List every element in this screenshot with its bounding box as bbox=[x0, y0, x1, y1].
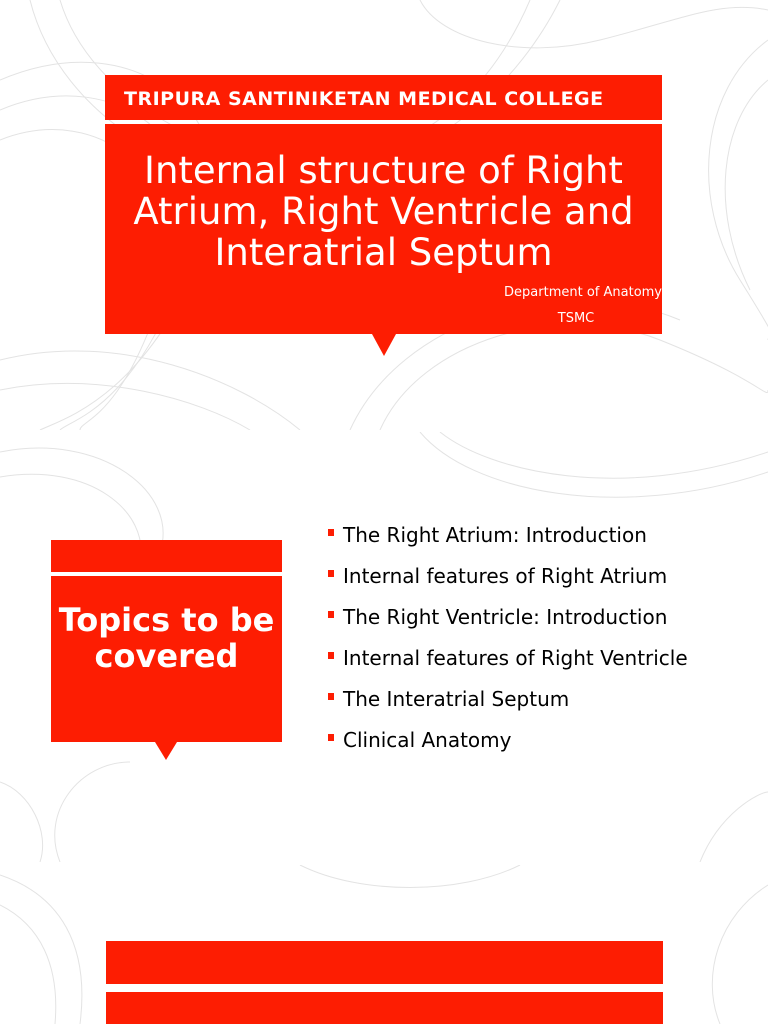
college-name: TRIPURA SANTINIKETAN MEDICAL COLLEGE bbox=[124, 88, 604, 110]
topics-panel-pointer bbox=[155, 742, 177, 760]
bullet-square-icon bbox=[328, 570, 334, 577]
department-name: Department of Anatomy bbox=[504, 285, 662, 300]
bullet-square-icon bbox=[328, 734, 334, 741]
list-item: The Interatrial Septum bbox=[328, 684, 748, 715]
list-item: Clinical Anatomy bbox=[328, 725, 748, 756]
bullet-square-icon bbox=[328, 529, 334, 536]
title-panel-pointer bbox=[372, 334, 396, 356]
slide-title bbox=[0, 0, 768, 430]
list-item: Internal features of Right Atrium bbox=[328, 561, 748, 592]
institute-abbreviation: TSMC bbox=[557, 311, 595, 326]
list-item: The Right Atrium: Introduction bbox=[328, 520, 748, 551]
slide-next-partial bbox=[0, 865, 768, 1024]
list-item: Internal features of Right Ventricle bbox=[328, 643, 748, 674]
next-slide-panel bbox=[106, 992, 663, 1024]
next-slide-banner bbox=[106, 941, 663, 984]
bullet-square-icon bbox=[328, 693, 334, 700]
bullet-square-icon bbox=[328, 652, 334, 659]
topics-heading: Topics to be covered bbox=[58, 601, 275, 675]
topics-list bbox=[328, 520, 748, 766]
topics-header-bar bbox=[51, 540, 282, 572]
presentation-title: Internal structure of Right Atrium, Right Ventricle and Interatrial Septum bbox=[133, 149, 634, 274]
bullet-square-icon bbox=[328, 611, 334, 618]
list-item: The Right Ventricle: Introduction bbox=[328, 602, 748, 633]
